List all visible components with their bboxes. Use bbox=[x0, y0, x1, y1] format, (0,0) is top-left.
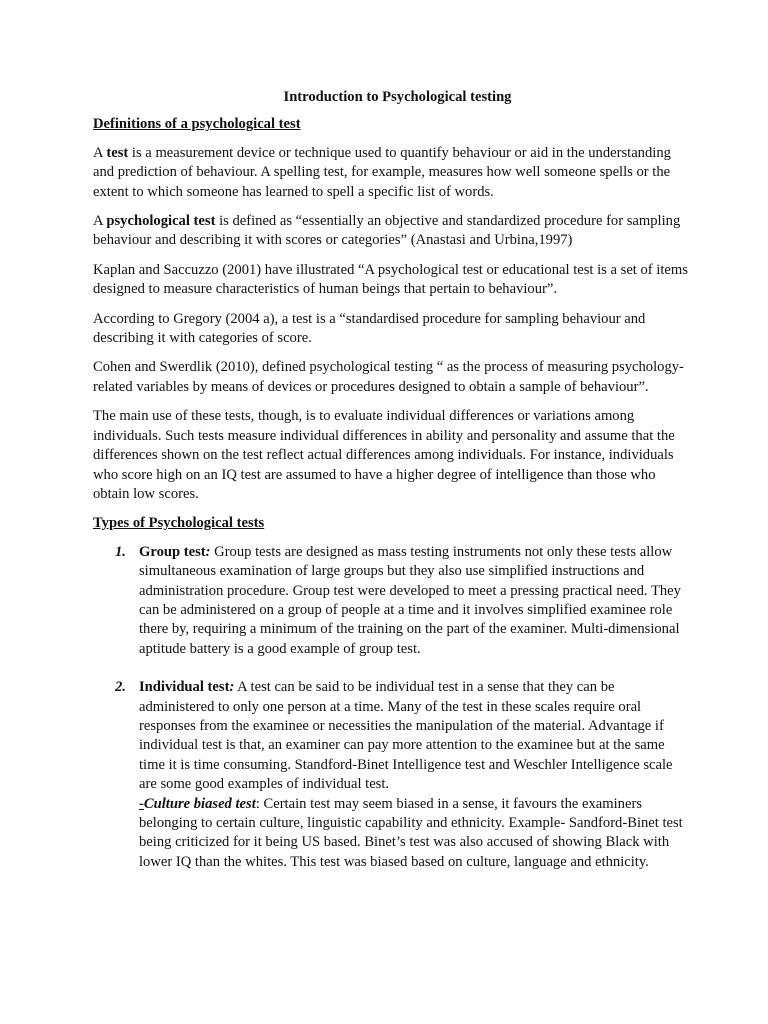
paragraph-prefix: A bbox=[93, 213, 107, 230]
list-number: 2. bbox=[115, 679, 126, 696]
types-list bbox=[93, 543, 688, 873]
list-spacer bbox=[93, 659, 688, 678]
list-item-group-test bbox=[93, 543, 688, 659]
term-test: test bbox=[106, 144, 129, 161]
sub-dash: - bbox=[139, 795, 144, 812]
list-item-text: Group tests are designed as mass testing instruments not only these tests allow simultaneous examination of large groups but they also use simplified instructions and administration procedure. Group test were developed to meet a pressing practical need. They can be administered on a group of people at a time and it involves simplified examinee role there by, requiring a minimum of the training on the part of the examiner. Multi-dimensional aptitude battery is a good example of group test. bbox=[139, 543, 681, 657]
term-colon: : bbox=[205, 543, 211, 560]
term-psychological-test: psychological test bbox=[106, 213, 216, 230]
term-colon: : bbox=[229, 679, 235, 696]
paragraph-text: is defined as “essentially an objective and standardized procedure for sampling behaviour and describing it with scores or categories” (Anastasi and Urbina,1997) bbox=[93, 213, 681, 249]
term-individual-test: Individual test bbox=[139, 679, 230, 696]
list-item-text: A test can be said to be individual test in a sense that they can be administered to only one person at a time. Many of the test in these scales require oral responses from the examinee or necessities the manipulation of the material. Advantage if individual test is that, an examiner can pay more attention to the examinee but at the same time it is time consuming. Standford-Binet Intelligence test and Weschler Intelligence scale are some good examples of individual test. bbox=[139, 679, 673, 793]
sub-item-culture-biased bbox=[139, 795, 688, 873]
list-number: 1. bbox=[115, 543, 126, 560]
list-item-individual-test bbox=[93, 678, 688, 872]
paragraph-text: is a measurement device or technique used to quantify behaviour or aid in the understanding and prediction of behaviour. A spelling test, for example, measures how well someone spells or the extent to which someone has learned to spell a specific list of words. bbox=[93, 144, 671, 200]
paragraph-gregory: According to Gregory (2004 a), a test is a “standardised procedure for sampling behaviour and describing it with categories of score. bbox=[93, 310, 646, 347]
paragraph-prefix: A bbox=[93, 144, 107, 161]
paragraph-psychological-test-definition bbox=[93, 212, 688, 251]
section-heading-types: Types of Psychological tests bbox=[93, 515, 265, 532]
term-group-test: Group test bbox=[139, 543, 206, 560]
paragraph-main-use: The main use of these tests, though, is to evaluate individual differences or variations among individuals. Such tests measure individual differences in ability and personality and assume that the differences shown on the test reflect actual differences among individuals. For instance, individuals who score high on an IQ test are assumed to have a higher degree of intelligence than those who obtain low scores. bbox=[93, 408, 675, 502]
sub-item-text: : Certain test may seem biased in a sense, it favours the examiners belonging to certain culture, linguistic capability and ethnicity. Example- Sandford-Binet test being criticized for it being US based. Binet’s test was also accused of showing Black with lower IQ than the whites. This test was biased based on culture, language and ethnicity. bbox=[139, 795, 683, 870]
paragraph-test-definition bbox=[93, 144, 688, 202]
section-heading-definitions: Definitions of a psychological test bbox=[93, 116, 301, 133]
paragraph-kaplan: Kaplan and Saccuzzo (2001) have illustrated “A psychological test or educational test is a set of items designed to measure characteristics of human beings that pertain to behaviour”. bbox=[93, 261, 688, 298]
paragraph-cohen: Cohen and Swerdlik (2010), defined psychological testing “ as the process of measuring psychology-related variables by means of devices or procedures designed to obtain a sample of behaviour”. bbox=[93, 359, 684, 395]
document-title: Introduction to Psychological testing bbox=[283, 89, 512, 105]
term-culture-biased-test: Culture biased test bbox=[143, 795, 256, 812]
